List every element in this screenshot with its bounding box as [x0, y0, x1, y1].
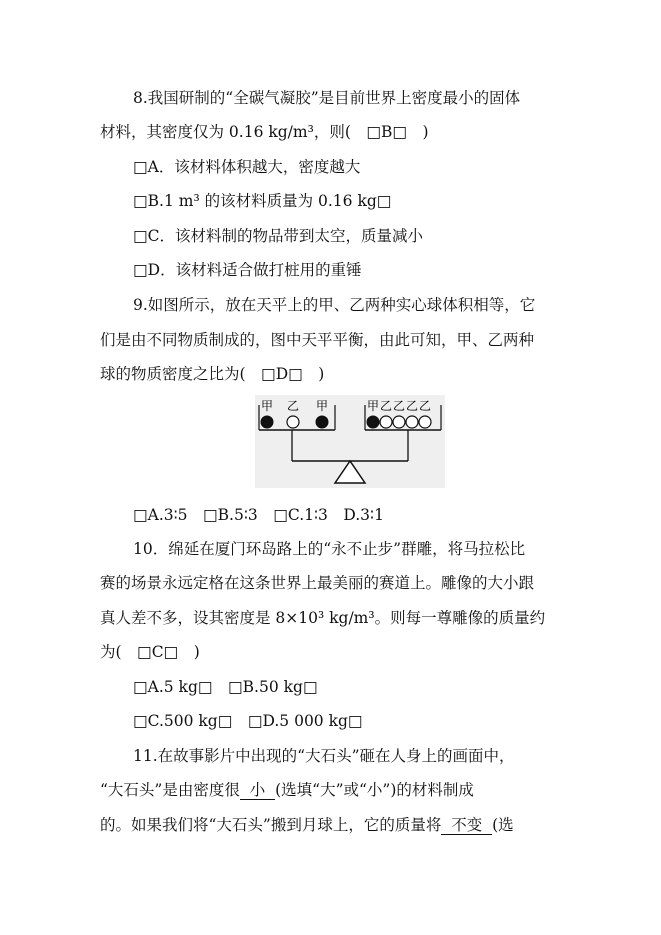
q11-answer-2: 不变: [451, 816, 483, 834]
q10-options-row1: □A.5 kg□ □B.50 kg□: [133, 678, 318, 696]
ball-label: 甲: [260, 399, 274, 413]
ball-yi: [419, 416, 431, 428]
ball-label: 乙: [286, 399, 300, 413]
q11-line2-pre: “大石头”是由密度很: [100, 781, 240, 799]
q8-stem-line2: 材料，其密度仅为 0.16 kg/m³，则( □B□ ): [100, 123, 429, 141]
ball-yi: [380, 416, 392, 428]
q10-options-row2: □C.500 kg□ □D.5 000 kg□: [133, 712, 363, 730]
q9-options: □A.3∶5 □B.5∶3 □C.1∶3 D.3∶1: [133, 506, 384, 524]
q10-stem-line3: 真人差不多，设其密度是 8×10³ kg/m³。则每一尊雕像的质量约: [100, 609, 546, 627]
q11-line3-post: (选: [492, 816, 514, 834]
q11-answer-blank-1: [240, 781, 275, 800]
q8-option-c: □C．该材料制的物品带到太空，质量减小: [133, 227, 424, 245]
ball-jia: [316, 416, 328, 428]
ball-yi: [287, 416, 299, 428]
q11-stem-line1: 11.在故事影片中出现的“大石头”砸在人身上的画面中，: [133, 747, 515, 765]
ball-label: 乙: [418, 399, 432, 413]
q9-stem-line1: 9.如图所示，放在天平上的甲、乙两种实心球体积相等，它: [133, 296, 536, 314]
q8-option-d: □D．该材料适合做打桩用的重锤: [133, 261, 362, 279]
q8-option-b: □B.1 m³ 的该材料质量为 0.16 kg□: [133, 192, 392, 210]
q10-stem-line2: 赛的场景永远定格在这条世界上最美丽的赛道上。雕像的大小跟: [100, 574, 535, 592]
q11-answer-1: 小: [249, 781, 266, 799]
q11-line2-post: (选填“大”或“小”)的材料制成: [275, 781, 474, 799]
ball-label: 乙: [405, 399, 419, 413]
balance-scale-diagram: [255, 395, 445, 488]
ball-label: 甲: [315, 399, 329, 413]
ball-label: 乙: [392, 399, 406, 413]
ball-label: 甲: [366, 399, 380, 413]
ball-jia: [261, 416, 273, 428]
q8-stem-line1: 8.我国研制的“全碳气凝胶”是目前世界上密度最小的固体: [133, 89, 521, 107]
ball-label: 乙: [379, 399, 393, 413]
q11-stem-line3: [100, 815, 514, 835]
q8-option-a: □A．该材料体积越大，密度越大: [133, 158, 361, 176]
ball-yi: [393, 416, 405, 428]
ball-jia: [367, 416, 379, 428]
fulcrum-triangle: [335, 461, 365, 483]
q9-stem-line2: 们是由不同物质制成的，图中天平平衡，由此可知，甲、乙两种: [100, 331, 535, 349]
ball-yi: [406, 416, 418, 428]
q9-stem-line3: 球的物质密度之比为( □D□ ): [100, 365, 325, 383]
q11-stem-line2: [100, 780, 474, 800]
q10-stem-line1: 10．绵延在厦门环岛路上的“永不止步”群雕，将马拉松比: [133, 540, 526, 558]
q11-line3-pre: 的。如果我们将“大石头”搬到月球上，它的质量将: [100, 816, 442, 834]
balance-figure: [255, 395, 445, 488]
q11-answer-blank-2: [441, 816, 492, 835]
q10-stem-line4: 为( □C□ ): [100, 643, 200, 661]
